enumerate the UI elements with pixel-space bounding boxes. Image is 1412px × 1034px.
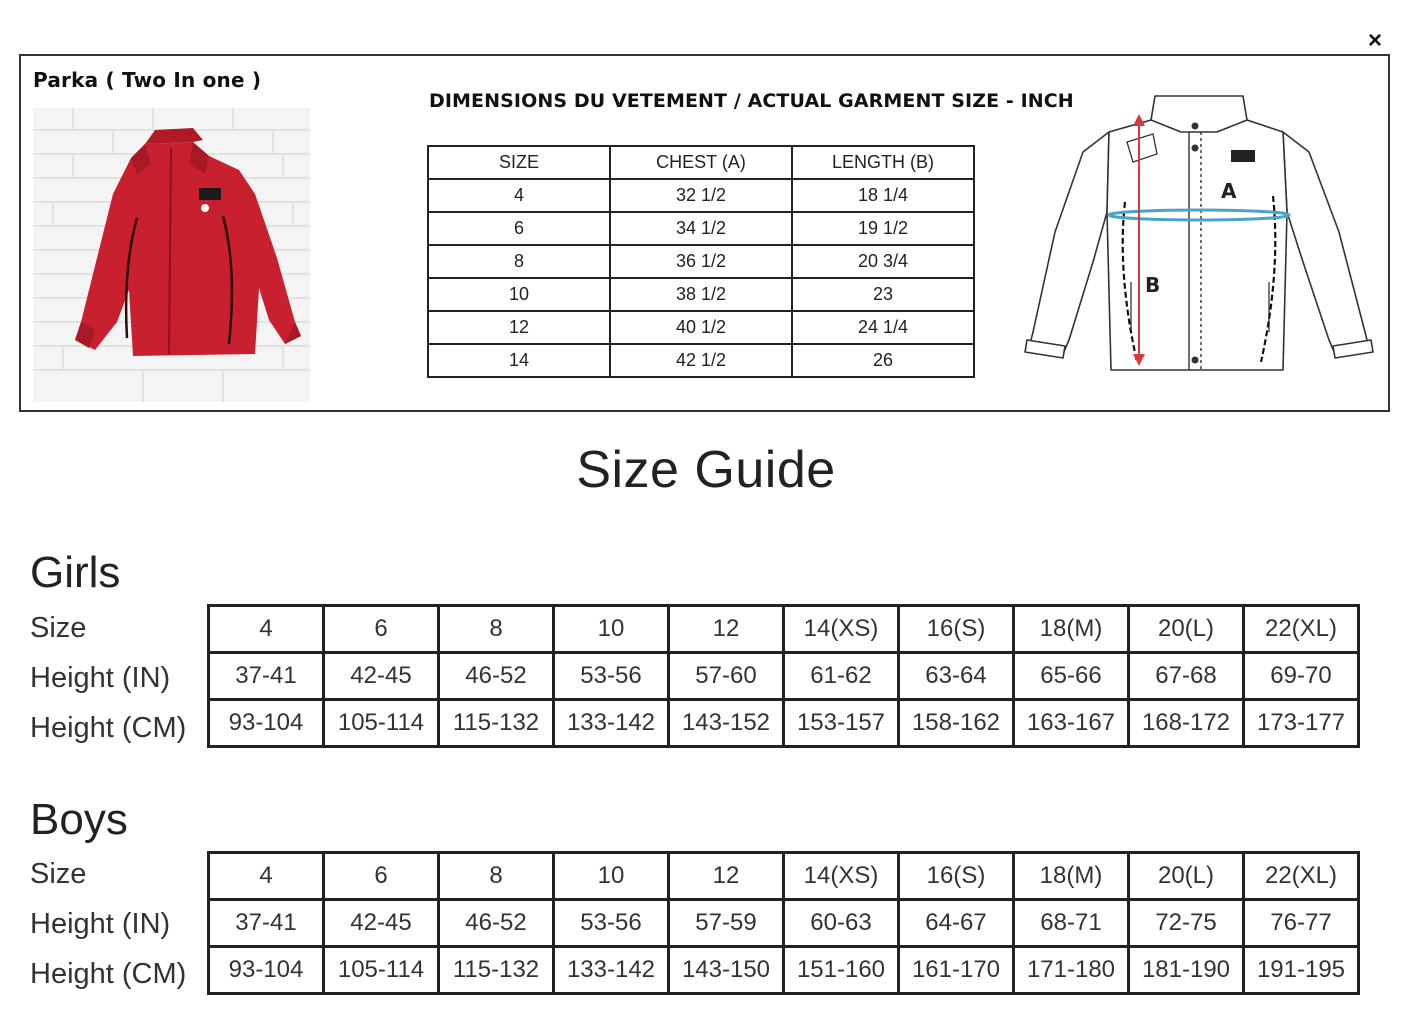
garment-size-panel: [19, 54, 1390, 412]
table-cell: 191-195: [1244, 947, 1359, 994]
table-cell: 42 1/2: [610, 344, 792, 377]
row-label-height-cm: Height (CM): [30, 958, 187, 990]
row-label-size: Size: [30, 612, 87, 644]
table-cell: 53-56: [554, 653, 669, 700]
table-cell: 42-45: [324, 900, 439, 947]
table-row: [209, 853, 1359, 900]
table-cell: 57-59: [669, 900, 784, 947]
table-cell: 4: [209, 606, 324, 653]
table-cell: 20(L): [1129, 606, 1244, 653]
table-cell: 18 1/4: [792, 179, 974, 212]
table-cell: 19 1/2: [792, 212, 974, 245]
table-cell: 18(M): [1014, 606, 1129, 653]
table-cell: 151-160: [784, 947, 899, 994]
row-label-height-cm: Height (CM): [30, 712, 187, 744]
table-row: [428, 179, 974, 212]
table-cell: 12: [669, 853, 784, 900]
boys-size-table: [207, 851, 1360, 995]
table-cell: 37-41: [209, 653, 324, 700]
table-cell: 10: [554, 853, 669, 900]
table-cell: 36 1/2: [610, 245, 792, 278]
table-cell: 61-62: [784, 653, 899, 700]
table-cell: 6: [324, 606, 439, 653]
table-cell: 10: [554, 606, 669, 653]
table-row: [209, 653, 1359, 700]
table-cell: 26: [792, 344, 974, 377]
table-cell: 8: [439, 853, 554, 900]
table-cell: 22(XL): [1244, 606, 1359, 653]
table-cell: 143-150: [669, 947, 784, 994]
table-cell: 10: [428, 278, 610, 311]
table-row: [428, 278, 974, 311]
table-row: [428, 245, 974, 278]
column-header: SIZE: [428, 146, 610, 179]
table-cell: 72-75: [1129, 900, 1244, 947]
diagram-label-b: B: [1145, 273, 1161, 297]
table-cell: 105-114: [324, 947, 439, 994]
table-cell: 24 1/4: [792, 311, 974, 344]
table-cell: 12: [428, 311, 610, 344]
close-button[interactable]: [1362, 28, 1388, 54]
table-cell: 57-60: [669, 653, 784, 700]
table-cell: 46-52: [439, 900, 554, 947]
table-cell: 68-71: [1014, 900, 1129, 947]
table-cell: 158-162: [899, 700, 1014, 747]
table-cell: 46-52: [439, 653, 554, 700]
table-row: [209, 947, 1359, 994]
table-cell: 163-167: [1014, 700, 1129, 747]
table-header-row: [428, 146, 974, 179]
table-cell: 168-172: [1129, 700, 1244, 747]
table-row: [428, 311, 974, 344]
column-header: LENGTH (B): [792, 146, 974, 179]
row-label-size: Size: [30, 858, 87, 890]
table-cell: 20 3/4: [792, 245, 974, 278]
table-cell: 38 1/2: [610, 278, 792, 311]
table-cell: 14(XS): [784, 853, 899, 900]
table-row: [428, 212, 974, 245]
table-cell: 115-132: [439, 700, 554, 747]
table-cell: 40 1/2: [610, 311, 792, 344]
table-cell: 171-180: [1014, 947, 1129, 994]
table-row: [209, 606, 1359, 653]
table-cell: 16(S): [899, 853, 1014, 900]
garment-dimensions-table: [427, 145, 975, 378]
table-cell: 173-177: [1244, 700, 1359, 747]
table-cell: 37-41: [209, 900, 324, 947]
product-title: Parka ( Two In one ): [33, 68, 262, 92]
table-cell: 14(XS): [784, 606, 899, 653]
girls-section-title: Girls: [30, 548, 121, 597]
table-cell: 76-77: [1244, 900, 1359, 947]
table-cell: 14: [428, 344, 610, 377]
table-cell: 6: [324, 853, 439, 900]
table-cell: 53-56: [554, 900, 669, 947]
table-cell: 64-67: [899, 900, 1014, 947]
table-cell: 69-70: [1244, 653, 1359, 700]
table-cell: 181-190: [1129, 947, 1244, 994]
close-icon: ×: [1367, 27, 1382, 54]
parka-measurement-diagram: [1021, 92, 1376, 376]
column-header: CHEST (A): [610, 146, 792, 179]
table-cell: 16(S): [899, 606, 1014, 653]
table-cell: 93-104: [209, 700, 324, 747]
girls-size-table: [207, 604, 1360, 748]
table-cell: 32 1/2: [610, 179, 792, 212]
table-cell: 153-157: [784, 700, 899, 747]
table-cell: 133-142: [554, 700, 669, 747]
row-label-height-in: Height (IN): [30, 662, 171, 694]
table-cell: 42-45: [324, 653, 439, 700]
table-cell: 4: [428, 179, 610, 212]
table-cell: 105-114: [324, 700, 439, 747]
table-cell: 161-170: [899, 947, 1014, 994]
table-cell: 60-63: [784, 900, 899, 947]
table-cell: 20(L): [1129, 853, 1244, 900]
table-cell: 65-66: [1014, 653, 1129, 700]
row-label-height-in: Height (IN): [30, 908, 171, 940]
boys-section-title: Boys: [30, 795, 128, 844]
table-cell: 12: [669, 606, 784, 653]
table-cell: 4: [209, 853, 324, 900]
table-cell: 18(M): [1014, 853, 1129, 900]
table-cell: 115-132: [439, 947, 554, 994]
table-cell: 34 1/2: [610, 212, 792, 245]
table-cell: 8: [439, 606, 554, 653]
table-cell: 63-64: [899, 653, 1014, 700]
diagram-label-a: A: [1221, 179, 1237, 203]
table-cell: 6: [428, 212, 610, 245]
red-parka-photo-icon: [33, 108, 310, 402]
product-photo: [33, 108, 310, 402]
table-cell: 133-142: [554, 947, 669, 994]
dimensions-heading: DIMENSIONS DU VETEMENT / ACTUAL GARMENT SIZE - INCH: [429, 90, 1074, 112]
table-cell: 93-104: [209, 947, 324, 994]
table-row: [428, 344, 974, 377]
table-cell: 23: [792, 278, 974, 311]
table-cell: 22(XL): [1244, 853, 1359, 900]
size-guide-title: Size Guide: [576, 441, 836, 499]
table-cell: 8: [428, 245, 610, 278]
table-row: [209, 900, 1359, 947]
table-cell: 67-68: [1129, 653, 1244, 700]
table-row: [209, 700, 1359, 747]
table-cell: 143-152: [669, 700, 784, 747]
